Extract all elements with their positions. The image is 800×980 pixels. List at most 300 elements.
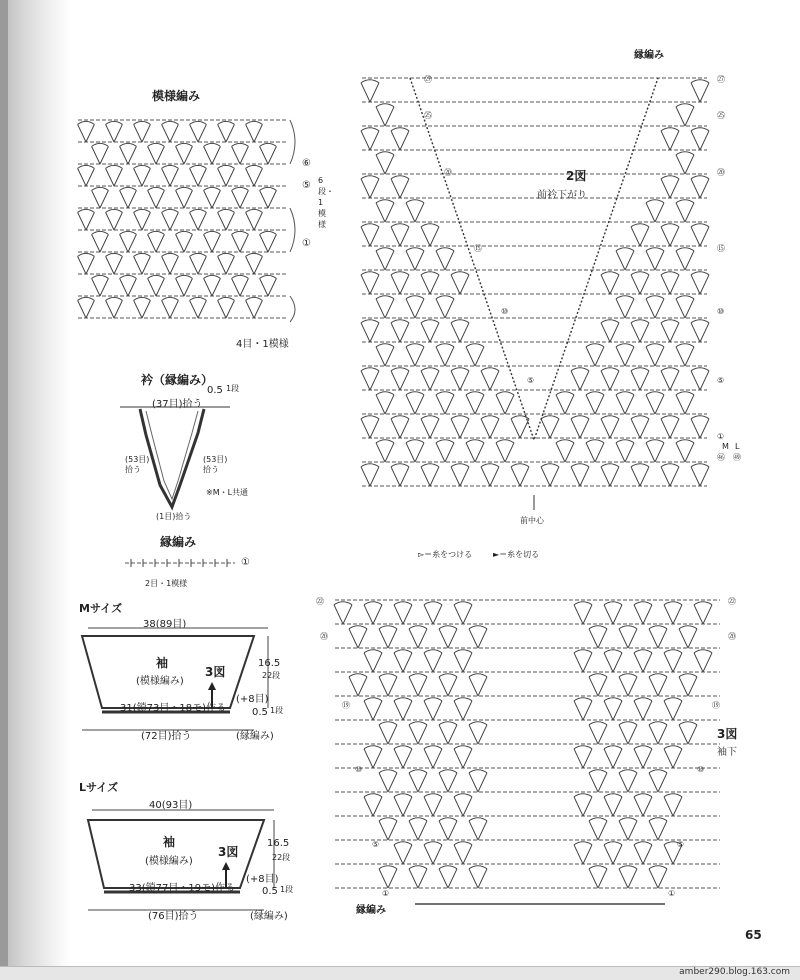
stitch-fan xyxy=(148,275,165,296)
stitch-fan xyxy=(162,253,179,274)
stitch-fan xyxy=(409,626,427,648)
stitch-fan xyxy=(246,121,263,142)
stitch-fan xyxy=(391,224,409,246)
stitch-fan xyxy=(634,650,652,672)
fig3-title: 3図 xyxy=(717,727,738,741)
stitch-fan xyxy=(190,121,207,142)
stitch-fan xyxy=(574,650,592,672)
stitch-fan xyxy=(361,320,379,342)
neckline-edge xyxy=(410,78,658,440)
stitch-fan xyxy=(466,440,484,462)
stitch-fan xyxy=(424,650,442,672)
stitch-fan xyxy=(391,176,409,198)
stitch-fan xyxy=(676,440,694,462)
stitch-fan xyxy=(676,392,694,414)
size-l-edge-height: 0.5 xyxy=(262,886,278,897)
stitch-fan xyxy=(619,674,637,696)
stitch-fan xyxy=(364,650,382,672)
stitch-fan xyxy=(349,674,367,696)
stitch-fan xyxy=(469,818,487,840)
fig2-title: 2図 xyxy=(566,169,587,183)
stitch-fan xyxy=(649,866,667,888)
fig3-sleeve-chart xyxy=(335,592,720,912)
stitch-fan xyxy=(646,344,664,366)
stitch-fan xyxy=(218,209,235,230)
stitch-fan xyxy=(604,698,622,720)
stitch-fan xyxy=(176,143,193,164)
size-m-edging-label: (縁編み) xyxy=(236,731,274,742)
stitch-fan xyxy=(451,272,469,294)
stitch-fan xyxy=(574,746,592,768)
size-l-figure-ref: 3図 xyxy=(218,845,239,859)
fig2-size-m: M xyxy=(722,442,729,451)
stitch-fan xyxy=(634,602,652,624)
stitch-fan xyxy=(406,296,424,318)
stitch-fan xyxy=(260,275,277,296)
fig2-top-label: 縁編み xyxy=(634,50,664,61)
stitch-fan xyxy=(436,344,454,366)
stitch-fan xyxy=(349,626,367,648)
stitch-fan xyxy=(574,698,592,720)
stitch-fan xyxy=(148,143,165,164)
stitch-fan xyxy=(496,392,514,414)
stitch-fan xyxy=(469,626,487,648)
stitch-fan xyxy=(589,818,607,840)
size-l-pick-up: (76目)拾う xyxy=(148,911,199,922)
stitch-fan xyxy=(106,209,123,230)
stitch-fan xyxy=(134,253,151,274)
stitch-fan xyxy=(454,698,472,720)
stitch-fan xyxy=(391,320,409,342)
stitch-fan xyxy=(439,770,457,792)
stitch-fan xyxy=(661,320,679,342)
stitch-fan xyxy=(664,602,682,624)
stitch-fan xyxy=(78,209,95,230)
stitch-fan xyxy=(148,231,165,252)
stitch-fan xyxy=(451,368,469,390)
stitch-fan xyxy=(619,866,637,888)
fig2-row1: ① xyxy=(717,432,725,441)
stitch-fan xyxy=(664,794,682,816)
stitch-fan xyxy=(376,296,394,318)
size-l-height: 16.5 xyxy=(267,838,290,849)
stitch-fan xyxy=(646,248,664,270)
stitch-fan xyxy=(391,416,409,438)
stitch-fan xyxy=(364,746,382,768)
binding-edge xyxy=(0,0,8,979)
stitch-fan xyxy=(679,626,697,648)
stitch-fan xyxy=(646,200,664,222)
fig2-row27-left: ㉗ xyxy=(424,75,432,84)
stitch-fan xyxy=(604,602,622,624)
stitch-fan xyxy=(364,794,382,816)
stitch-fan xyxy=(691,416,709,438)
stitch-fan xyxy=(391,368,409,390)
size-l-width: 40(93目) xyxy=(149,800,193,811)
stitch-fan xyxy=(451,416,469,438)
fig3-row10-right: ⑩ xyxy=(697,765,705,774)
stitch-fan xyxy=(218,165,235,186)
stitch-fan xyxy=(376,344,394,366)
stitch-fan xyxy=(421,272,439,294)
stitch-fan xyxy=(190,209,207,230)
stitch-fan xyxy=(646,440,664,462)
stitch-fan xyxy=(439,722,457,744)
stitch-fan xyxy=(162,209,179,230)
size-m-sleeve-sub: (模様編み) xyxy=(136,676,184,687)
stitch-fan xyxy=(439,674,457,696)
fig3-row15-left: ⑲ xyxy=(342,701,350,710)
stitch-fan xyxy=(134,297,151,318)
stitch-fan xyxy=(619,722,637,744)
size-m-pick-up: (72目)拾う xyxy=(141,731,192,742)
stitch-fan xyxy=(120,143,137,164)
stitch-fan xyxy=(601,368,619,390)
pattern-row-5: ⑤ xyxy=(302,180,311,191)
stitch-fan xyxy=(616,344,634,366)
page-number: 65 xyxy=(745,928,762,942)
stitch-fan xyxy=(601,464,619,486)
stitch-fan xyxy=(661,272,679,294)
stitch-fan xyxy=(691,320,709,342)
size-m-height: 16.5 xyxy=(258,658,281,669)
fig2-row27-right: ㉗ xyxy=(717,75,725,84)
stitch-fan xyxy=(106,297,123,318)
stitch-fan xyxy=(679,722,697,744)
stitch-fan xyxy=(676,248,694,270)
fig2-center-label: 前中心 xyxy=(520,516,544,525)
stitch-fan xyxy=(436,248,454,270)
stitch-fan xyxy=(361,464,379,486)
stitch-fan xyxy=(376,440,394,462)
stitch-fan xyxy=(496,440,514,462)
collar-height-rows: 1段 xyxy=(226,384,240,393)
stitch-fan xyxy=(232,187,249,208)
stitch-fan xyxy=(454,794,472,816)
stitch-fan xyxy=(120,187,137,208)
stitch-fan xyxy=(379,818,397,840)
stitch-fan xyxy=(394,842,412,864)
size-l-height-rows: 22段 xyxy=(272,853,291,862)
fig3-row20-right: ⑳ xyxy=(728,632,736,641)
stitch-fan xyxy=(601,320,619,342)
stitch-fan xyxy=(376,248,394,270)
fig3-row22-left: ㉒ xyxy=(316,597,324,606)
stitch-fan xyxy=(631,224,649,246)
fig3-row22-right: ㉒ xyxy=(728,597,736,606)
stitch-fan xyxy=(631,320,649,342)
stitch-fan xyxy=(571,416,589,438)
stitch-fan xyxy=(78,121,95,142)
stitch-fan xyxy=(218,297,235,318)
stitch-fan xyxy=(78,165,95,186)
stitch-fan xyxy=(421,224,439,246)
stitch-fan xyxy=(391,128,409,150)
fig3-row20-left: ⑳ xyxy=(320,632,328,641)
stitch-fan xyxy=(691,128,709,150)
stitch-fan xyxy=(92,275,109,296)
legend-attach: ▻＝糸をつける xyxy=(418,550,473,559)
stitch-fan xyxy=(664,746,682,768)
stitch-fan xyxy=(469,770,487,792)
size-l-increase: (+8目) xyxy=(246,874,279,885)
collar-top-count: (37目)拾う xyxy=(152,399,203,410)
stitch-fan xyxy=(424,746,442,768)
stitch-fan xyxy=(232,275,249,296)
stitch-fan xyxy=(436,392,454,414)
stitch-fan xyxy=(406,440,424,462)
stitch-fan xyxy=(589,866,607,888)
fig3-row1-left: ① xyxy=(382,889,390,898)
stitch-fan xyxy=(634,746,652,768)
stitch-fan xyxy=(190,165,207,186)
fig2-row20-right: ⑳ xyxy=(717,168,725,177)
stitch-fan xyxy=(232,231,249,252)
stitch-fan xyxy=(334,602,352,624)
stitch-fan xyxy=(361,80,379,102)
stitch-fan xyxy=(616,248,634,270)
stitch-fan xyxy=(379,626,397,648)
stitch-fan xyxy=(92,143,109,164)
stitch-fan xyxy=(466,344,484,366)
stitch-fan xyxy=(391,272,409,294)
stitch-fan xyxy=(106,121,123,142)
stitch-fan xyxy=(246,165,263,186)
size-m-height-rows: 22段 xyxy=(262,671,281,680)
stitch-fan xyxy=(391,464,409,486)
fig2-row10-right: ⑩ xyxy=(717,307,725,316)
stitch-fan xyxy=(571,368,589,390)
stitch-fan xyxy=(619,818,637,840)
size-l-cast-on: 33(鎖77目・19モ)作る xyxy=(129,883,235,894)
stitch-fan xyxy=(691,464,709,486)
stitch-fan xyxy=(469,722,487,744)
size-m-figure-ref: 3図 xyxy=(205,665,226,679)
stitch-fan xyxy=(616,296,634,318)
stitch-fan xyxy=(421,320,439,342)
stitch-fan xyxy=(676,200,694,222)
stitch-fan xyxy=(361,128,379,150)
fig2-size-l: L xyxy=(735,442,740,451)
stitch-fan xyxy=(574,602,592,624)
fig3-row5-right: ⑤ xyxy=(677,840,685,849)
stitch-fan xyxy=(631,464,649,486)
stitch-fan xyxy=(424,602,442,624)
stitch-fan xyxy=(649,818,667,840)
stitch-fan xyxy=(376,152,394,174)
stitch-fan xyxy=(601,272,619,294)
fig2-row10-left: ⑩ xyxy=(501,307,509,316)
stitch-fan xyxy=(634,794,652,816)
fig3-row1-right: ① xyxy=(668,889,676,898)
size-l-sleeve-label: 袖 xyxy=(163,835,176,849)
fig2-row46: ㊻ xyxy=(717,453,725,462)
size-m-width: 38(89目) xyxy=(143,619,187,630)
stitch-fan xyxy=(634,842,652,864)
collar-title: 衿（縁編み） xyxy=(141,373,214,387)
stitch-fan xyxy=(586,440,604,462)
stitch-fan xyxy=(364,602,382,624)
stitch-fan xyxy=(406,392,424,414)
stitch-fan xyxy=(176,231,193,252)
stitch-fan xyxy=(436,440,454,462)
collar-left-count: (53目) 拾う xyxy=(125,455,150,474)
stitch-fan xyxy=(92,231,109,252)
stitch-fan xyxy=(421,464,439,486)
size-m-edge-height: 0.5 xyxy=(252,707,268,718)
stitch-fan xyxy=(661,416,679,438)
stitch-fan xyxy=(379,722,397,744)
page-gutter-shadow xyxy=(0,0,70,979)
stitch-fan xyxy=(481,464,499,486)
stitch-fan xyxy=(379,866,397,888)
pattern-rows-note: 6段・1模様 xyxy=(318,176,334,229)
stitch-fan xyxy=(454,650,472,672)
turning-loop xyxy=(290,120,295,322)
fig2-row15-left: ⑮ xyxy=(474,244,482,253)
collar-height: 0.5 xyxy=(207,385,223,396)
stitch-fan xyxy=(204,143,221,164)
stitch-fan xyxy=(604,794,622,816)
fig2-neckline-chart xyxy=(362,70,707,500)
edging-row-1: ① xyxy=(241,557,250,568)
stitch-fan xyxy=(394,746,412,768)
stitch-fan xyxy=(190,253,207,274)
stitch-fan xyxy=(676,296,694,318)
stitch-fan xyxy=(511,464,529,486)
stitch-fan xyxy=(246,297,263,318)
stitch-fan xyxy=(190,297,207,318)
stitch-fan xyxy=(134,121,151,142)
stitch-fan xyxy=(691,272,709,294)
stitch-fan xyxy=(218,253,235,274)
stitch-fan xyxy=(204,187,221,208)
stitch-fan xyxy=(409,818,427,840)
stitch-fan xyxy=(204,231,221,252)
stitch-fan xyxy=(451,464,469,486)
stitch-fan xyxy=(361,416,379,438)
fig3-row5-left: ⑤ xyxy=(372,840,380,849)
stitch-fan xyxy=(361,272,379,294)
stitch-fan xyxy=(361,368,379,390)
stitch-fan xyxy=(106,165,123,186)
fig3-edging-label: 縁編み xyxy=(356,905,386,916)
stitch-fan xyxy=(454,842,472,864)
fig3-row10-left: ⑩ xyxy=(355,765,363,774)
stitch-fan xyxy=(571,464,589,486)
stitch-fan xyxy=(134,209,151,230)
size-m-edge-rows: 1段 xyxy=(270,706,284,715)
stitch-fan xyxy=(661,368,679,390)
stitch-fan xyxy=(586,344,604,366)
stitch-fan xyxy=(162,165,179,186)
stitch-fan xyxy=(394,650,412,672)
stitch-fan xyxy=(691,80,709,102)
stitch-fan xyxy=(361,176,379,198)
stitch-fan xyxy=(394,794,412,816)
stitch-fan xyxy=(589,674,607,696)
stitch-fan xyxy=(616,440,634,462)
stitch-fan xyxy=(176,275,193,296)
fig2-row5-right: ⑤ xyxy=(717,376,725,385)
stitch-fan xyxy=(604,650,622,672)
stitch-fan xyxy=(394,698,412,720)
stitch-fan xyxy=(649,722,667,744)
stitch-fan xyxy=(454,602,472,624)
pattern-row-1: ① xyxy=(302,238,311,249)
pattern-title: 模様編み xyxy=(152,89,201,103)
stitch-fan xyxy=(541,416,559,438)
stitch-fan xyxy=(481,416,499,438)
stitch-fan xyxy=(439,818,457,840)
stitch-fan xyxy=(676,104,694,126)
stitch-fan xyxy=(694,602,712,624)
watermark-url: amber290.blog.163.com xyxy=(679,967,790,977)
fig2-row25-right: ㉕ xyxy=(717,111,725,120)
stitch-fan xyxy=(691,176,709,198)
stitch-fan xyxy=(466,392,484,414)
stitch-fan xyxy=(379,674,397,696)
stitch-fan xyxy=(379,770,397,792)
stitch-fan xyxy=(664,650,682,672)
size-m-increase: (+8目) xyxy=(236,694,269,705)
size-l-edge-rows: 1段 xyxy=(280,885,294,894)
pattern-row-6: ⑥ xyxy=(302,158,311,169)
stitch-fan xyxy=(646,296,664,318)
size-l-sleeve-sub: (模様編み) xyxy=(145,856,193,867)
stitch-fan xyxy=(134,165,151,186)
stitch-fan xyxy=(148,187,165,208)
fig2-row25-left: ㉕ xyxy=(424,111,432,120)
stitch-fan xyxy=(676,152,694,174)
stitch-fan xyxy=(406,344,424,366)
stitch-fan xyxy=(661,176,679,198)
size-m-cast-on: 31(鎖73目・18モ)作る xyxy=(120,703,226,714)
stitch-fan xyxy=(589,722,607,744)
stitch-fan xyxy=(409,722,427,744)
stitch-fan xyxy=(661,128,679,150)
stitch-fan xyxy=(406,200,424,222)
stitch-fan xyxy=(694,650,712,672)
footer-bar xyxy=(0,966,800,980)
stitch-fan xyxy=(691,368,709,390)
stitch-fan xyxy=(424,698,442,720)
edging-title: 縁編み xyxy=(160,535,197,549)
stitch-fan xyxy=(601,416,619,438)
stitch-fan xyxy=(574,794,592,816)
stitch-fan xyxy=(451,320,469,342)
stitch-fan xyxy=(676,344,694,366)
size-l-title: Lサイズ xyxy=(79,781,119,794)
stitch-fan xyxy=(78,253,95,274)
fig2-row52: ㊾ xyxy=(733,453,741,462)
stitch-fan xyxy=(376,104,394,126)
fig2-row5-left: ⑤ xyxy=(527,376,535,385)
stitch-fan xyxy=(260,187,277,208)
fig2-row15-right: ⑮ xyxy=(717,244,725,253)
stitch-fan xyxy=(631,368,649,390)
stitch-fan xyxy=(439,866,457,888)
stitch-fan xyxy=(661,464,679,486)
size-m-title: Mサイズ xyxy=(79,602,123,615)
stitch-fan xyxy=(204,275,221,296)
stitch-fan xyxy=(574,842,592,864)
stitch-fan xyxy=(106,253,123,274)
stitch-fan xyxy=(589,626,607,648)
stitch-fan xyxy=(604,842,622,864)
stitch-fan xyxy=(364,698,382,720)
stitch-fan xyxy=(691,224,709,246)
